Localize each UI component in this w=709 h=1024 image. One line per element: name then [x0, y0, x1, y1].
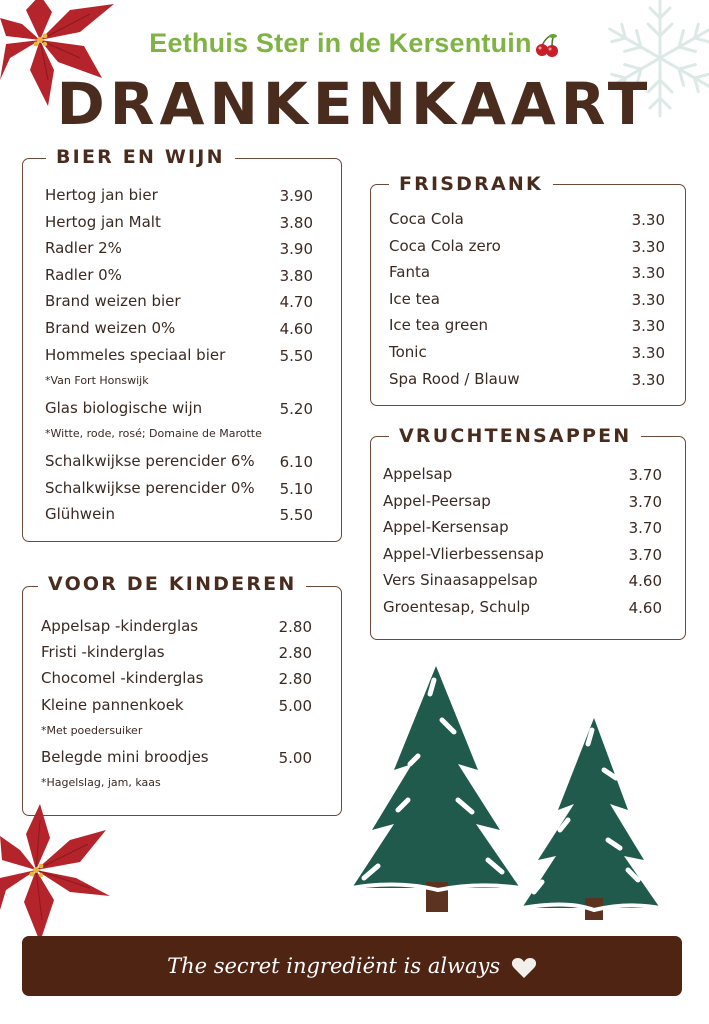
item-price: 2.80	[278, 618, 312, 636]
item-name: Appelsap -kinderglas	[41, 617, 199, 635]
item-name: Kleine pannenkoek	[41, 695, 184, 714]
item-name: Chocomel -kinderglas	[41, 669, 204, 688]
item-price: 3.30	[631, 290, 665, 309]
item-price: 3.70	[628, 519, 662, 537]
footer-banner	[22, 936, 682, 996]
item-price: 5.00	[278, 749, 312, 767]
item-price: 4.70	[279, 293, 313, 312]
section-title-kinderen: VOOR DE KINDEREN	[38, 573, 306, 595]
item-price: 3.30	[631, 264, 665, 283]
item-price: 5.50	[279, 506, 313, 525]
item-name: Groentesap, Schulp	[383, 597, 531, 616]
item-price: 5.20	[279, 399, 313, 418]
item-name: Vers Sinaasappelsap	[383, 571, 538, 589]
item-name: Tonic	[389, 343, 427, 361]
item-name: Radler 2%	[45, 239, 122, 258]
item-name: Hertog jan bier	[45, 186, 158, 204]
item-name: Hommeles speciaal bier	[45, 345, 226, 364]
item-price: 4.60	[628, 598, 662, 617]
item-price: 3.30	[631, 344, 665, 362]
item-name: Appel-Peersap	[383, 491, 491, 510]
white-heart-icon	[511, 957, 537, 979]
section-title-bier: BIER EN WIJN	[46, 146, 235, 168]
item-price: 3.30	[631, 370, 665, 389]
item-price: 4.60	[279, 320, 313, 338]
kinder-note: *Met poedersuiker	[41, 723, 143, 737]
item-name: Brand weizen 0%	[45, 319, 176, 337]
item-name: Ice tea green	[389, 316, 489, 335]
section-title-vruchtensappen: VRUCHTENSAPPEN	[389, 425, 641, 447]
item-name: Ice tea	[389, 289, 440, 308]
item-name: Schalkwijkse perencider 0%	[45, 478, 255, 497]
item-price: 3.90	[279, 240, 313, 259]
item-name: Coca Cola	[389, 210, 464, 228]
item-name: Belegde mini broodjes	[41, 748, 209, 766]
item-price: 5.50	[279, 346, 313, 365]
item-price: 2.80	[278, 670, 312, 689]
item-name: Schalkwijkse perencider 6%	[45, 452, 255, 470]
item-price: 3.70	[628, 545, 662, 564]
item-price: 5.00	[278, 696, 312, 715]
item-name: Appel-Kersensap	[383, 518, 509, 536]
item-name: Brand weizen bier	[45, 292, 181, 311]
item-name: Coca Cola zero	[389, 236, 501, 255]
item-name: Fristi -kinderglas	[41, 643, 165, 662]
item-name: Glas biologische wijn	[45, 398, 203, 417]
item-price: 6.10	[279, 453, 313, 471]
item-name: Appelsap	[383, 465, 453, 483]
bier-note: *Witte, rode, rosé; Domaine de Marotte	[45, 427, 262, 441]
item-price: 3.70	[628, 492, 662, 511]
poinsettia-icon-bottom	[0, 800, 112, 940]
item-price: 5.10	[279, 479, 313, 498]
item-price: 3.90	[279, 187, 313, 205]
item-price: 3.70	[628, 466, 662, 484]
restaurant-name: Eethuis Ster in de Kersentuin	[0, 28, 709, 59]
cherry-icon	[534, 32, 560, 58]
item-name: Spa Rood / Blauw	[389, 369, 520, 388]
item-name: Radler 0%	[45, 265, 122, 284]
item-name: Hertog jan Malt	[45, 212, 161, 231]
footer-text: The secret ingrediënt is always	[167, 954, 501, 978]
item-price: 3.30	[631, 317, 665, 336]
item-name: Glühwein	[45, 505, 115, 524]
item-price: 3.30	[631, 211, 665, 229]
bier-note: *Van Fort Honswijk	[45, 374, 149, 388]
item-price: 4.60	[628, 572, 662, 590]
item-name: Appel-Vlierbessensap	[383, 544, 544, 563]
page-title: DRANKENKAART	[56, 70, 653, 138]
item-price: 3.80	[279, 213, 313, 232]
item-price: 3.30	[631, 237, 665, 256]
kinder-note: *Hagelslag, jam, kaas	[41, 776, 161, 790]
section-title-frisdrank: FRISDRANK	[389, 173, 553, 195]
christmas-trees-icon	[338, 660, 678, 922]
item-name: Fanta	[389, 263, 431, 282]
item-price: 3.80	[279, 266, 313, 285]
item-price: 2.80	[278, 644, 312, 663]
